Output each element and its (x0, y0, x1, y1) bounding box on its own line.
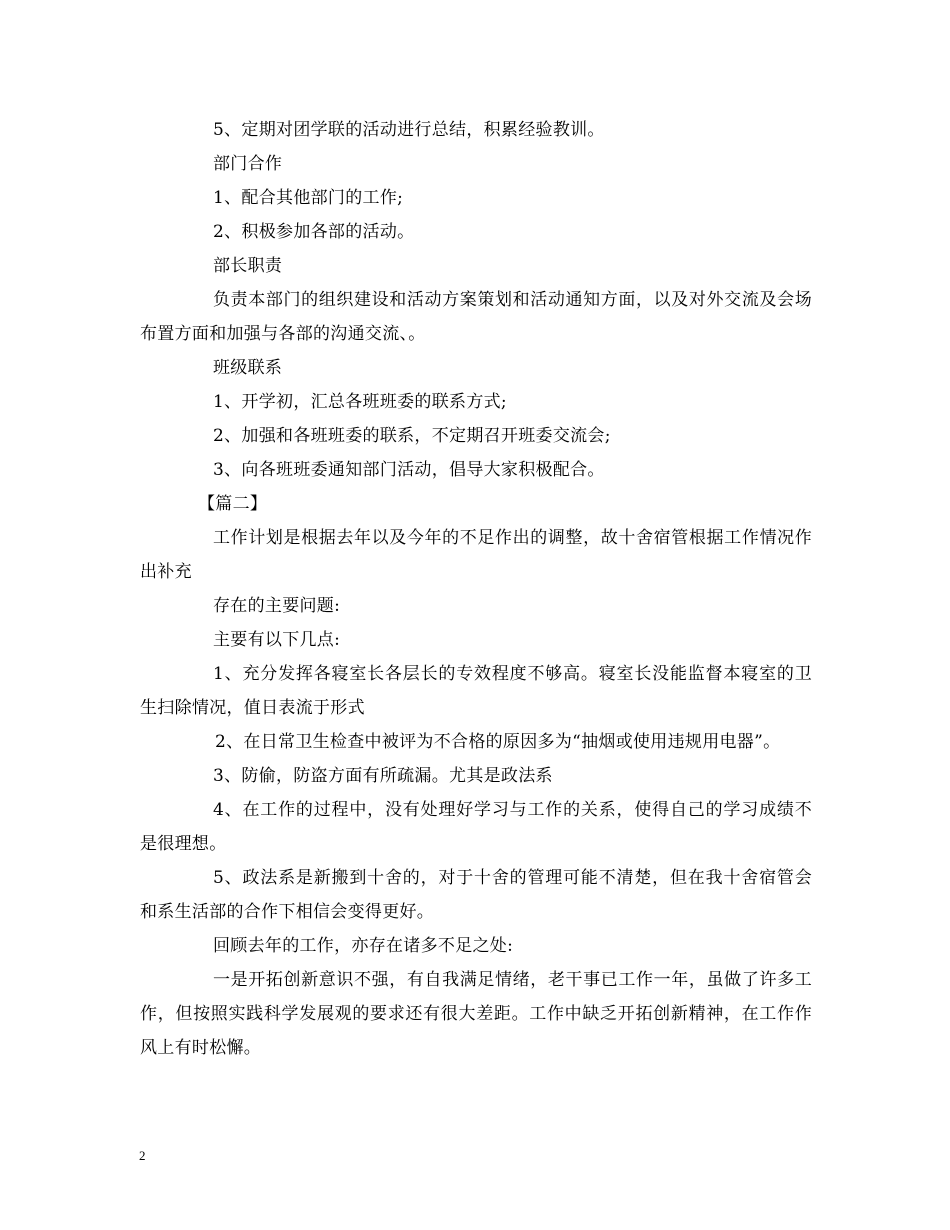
paragraph: 回顾去年的工作，亦存在诸多不足之处: (213, 936, 514, 956)
paragraph: 5、政法系是新搬到十舍的，对于十舍的管理可能不清楚，但在我十舍宿管会和系生活部的合作下相信会变得更好。 (140, 868, 812, 922)
section-heading: 班级联系 (213, 358, 283, 378)
paragraph: 2、积极参加各部的活动。 (213, 222, 415, 242)
page-number: 2 (139, 1148, 146, 1163)
section-heading: 部长职责 (213, 256, 283, 276)
paragraph: 1、配合其他部门的工作; (213, 188, 404, 208)
paragraph: 5、定期对团学联的活动进行总结，积累经验教训。 (213, 120, 605, 140)
paragraph: 4、在工作的过程中，没有处理好学习与工作的关系，使得自己的学习成绩不是很理想。 (140, 800, 812, 854)
paragraph: 3、向各班班委通知部门活动，倡导大家积极配合。 (213, 460, 605, 480)
chapter-heading: 【篇二】 (198, 494, 268, 514)
paragraph: 1、开学初，汇总各班班委的联系方式; (213, 392, 507, 412)
paragraph: 3、防偷，防盗方面有所疏漏。尤其是政法系 (213, 766, 553, 786)
document-body (140, 113, 812, 1065)
section-heading: 部门合作 (213, 154, 283, 174)
paragraph: 主要有以下几点: (213, 630, 341, 650)
paragraph: 负责本部门的组织建设和活动方案策划和活动通知方面，以及对外交流及会场布置方面和加强与各部的沟通交流、。 (140, 290, 812, 344)
paragraph: 2、在日常卫生检查中被评为不合格的原因多为“抽烟或使用违规用电器”。 (215, 732, 781, 752)
paragraph: 工作计划是根据去年以及今年的不足作出的调整，故十舍宿管根据工作情况作出补充 (140, 528, 812, 582)
paragraph: 2、加强和各班班委的联系，不定期召开班委交流会; (213, 426, 611, 446)
paragraph: 1、充分发挥各寝室长各层长的专效程度不够高。寝室长没能监督本寝室的卫生扫除情况，值日表流于形式 (140, 664, 812, 718)
paragraph: 一是开拓创新意识不强，有自我满足情绪，老干事已工作一年，虽做了许多工作，但按照实践科学发展观的要求还有很大差距。工作中缺乏开拓创新精神，在工作作风上有时松懈。 (140, 970, 812, 1058)
paragraph: 存在的主要问题: (213, 596, 341, 616)
